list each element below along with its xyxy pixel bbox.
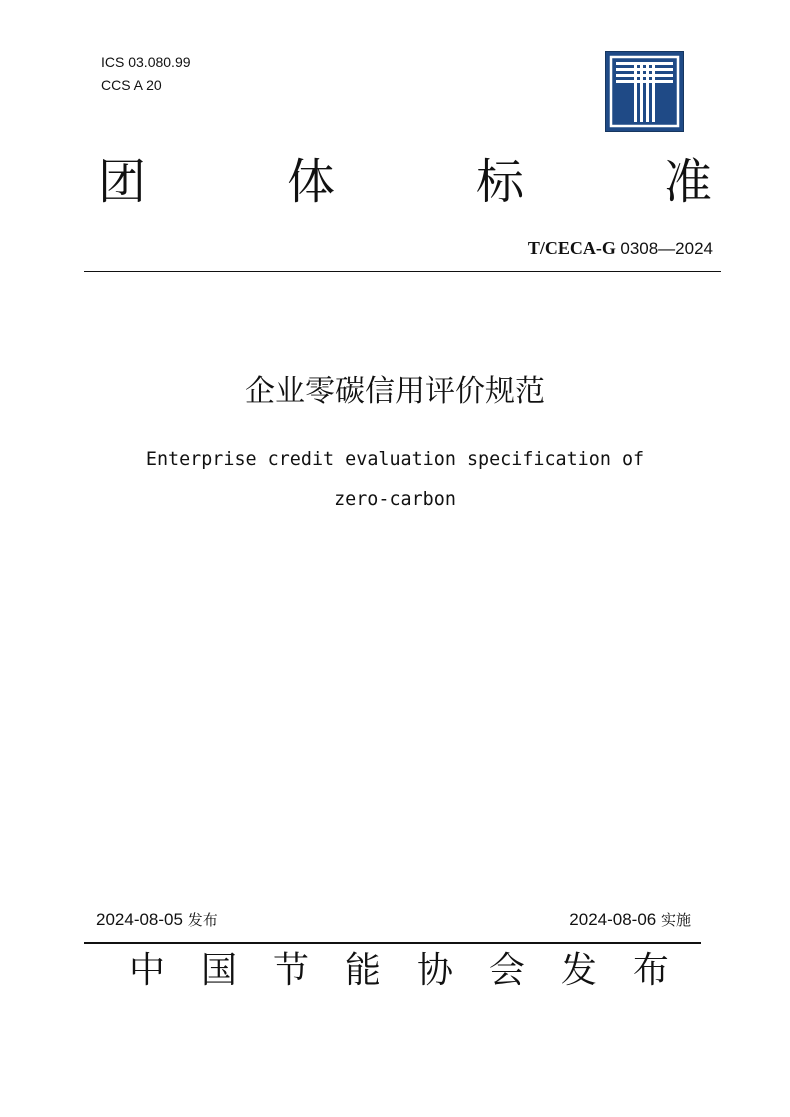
publisher-char: 协 (416, 950, 453, 991)
header-divider (84, 271, 721, 272)
footer-divider (84, 942, 701, 944)
title-char-1: 团 (98, 154, 147, 210)
publish-date-label: 发布 (187, 911, 218, 929)
publisher-char: 发 (560, 950, 597, 991)
ccs-code: CCS A 20 (101, 77, 162, 93)
publish-date (96, 909, 218, 931)
standard-code (528, 237, 713, 260)
implement-date (569, 909, 691, 931)
publisher (129, 948, 669, 994)
english-title-line-2: zero-carbon (334, 489, 456, 510)
publisher-char: 会 (488, 950, 525, 991)
ics-code: ICS 03.080.99 (101, 54, 191, 70)
title-char-3: 标 (476, 154, 525, 210)
standard-code-prefix: T/CECA-G (527, 238, 616, 258)
publisher-char: 节 (272, 950, 309, 991)
title-char-2: 体 (287, 154, 336, 210)
implement-date-value: 2024-08-06 (569, 910, 657, 929)
publisher-char: 中 (129, 950, 166, 991)
chinese-title: 企业零碳信用评价规范 (245, 374, 545, 409)
publisher-char: 国 (200, 950, 237, 991)
implement-date-label: 实施 (660, 911, 691, 929)
publish-date-value: 2024-08-05 (96, 910, 183, 929)
publisher-char: 能 (344, 950, 381, 991)
publisher-char: 布 (632, 950, 669, 991)
title-char-4: 准 (664, 154, 713, 210)
english-title-line-1: Enterprise credit evaluation specification of (145, 449, 645, 470)
standard-code-number: 0308—2024 (620, 239, 713, 258)
t-standard-logo-icon (605, 51, 684, 132)
